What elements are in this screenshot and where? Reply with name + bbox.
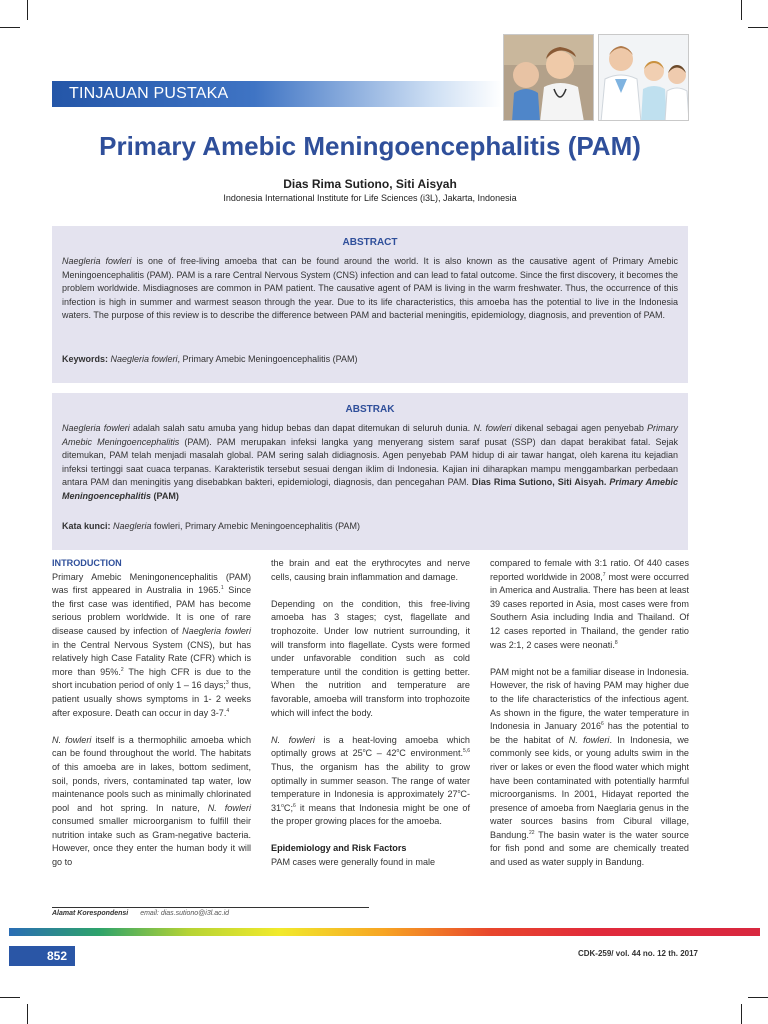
crop-mark xyxy=(0,997,20,998)
abstract-text xyxy=(62,255,678,323)
abstract-keywords-rest: , Primary Amebic Meningoencephalitis (PAM) xyxy=(177,354,358,364)
header-photo-medical-team xyxy=(598,34,689,121)
text-run: thus, patient usually shows symptoms in 1- 2 weeks after exposure. Death can occur in day 3-7. xyxy=(52,680,251,718)
text-run: The high CFR is due to the short incubation period of only 1 – 16 days; xyxy=(52,666,251,691)
abstrak-text xyxy=(62,422,678,503)
abstract-keywords-species: Naegleria fowleri xyxy=(110,354,178,364)
footnote-divider xyxy=(52,907,369,908)
species-name: N. fowleri xyxy=(568,734,610,745)
abstract-keywords xyxy=(62,354,678,364)
text-run: . In Indonesia, we commonly see kids, or young adults swim in the river or lakes or even the flood water which might have been contaminated with potentially harmful microorganisms. In 2001, Hidayat reported the presence of amoeba from Naeglaria genus in the water sources basins from Cibural village, Bandung. xyxy=(490,734,689,840)
paragraph xyxy=(490,557,689,652)
epidemiology-heading: Epidemiology and Risk Factors xyxy=(271,843,407,854)
paragraph xyxy=(490,666,689,870)
degree: o xyxy=(457,789,461,796)
correspondence-label: Alamat Korespondensi xyxy=(52,910,129,917)
abstrak-keywords-label: Kata kunci: xyxy=(62,521,114,531)
paragraph xyxy=(52,571,251,721)
crop-mark xyxy=(27,1004,28,1024)
species-name: N. fowleri xyxy=(52,734,92,745)
abstrak-keywords-species: Naegleria xyxy=(113,521,152,531)
abstract-box xyxy=(52,226,688,383)
text-run: it means that Indonesia might be one of the proper growing places for the amoeba. xyxy=(271,802,470,827)
abstract-body: is one of free-living amoeba that can be found around the world. It is also known as the causative agent of Primary Amebic Meningoencephalitis (PAM). PAM is a rare Central Nervous System (CNS) infection and can lead to fatal outcome. Since the first discovery, it becomes the problem worldwide. Misdiagnoses are common in PAM patient. The causative agent of PAM is living in the warm freshwater. Thus, the occurrence of this infection is high in summer and warmest season through the year. Due to its life characteristics, this amoeba has the potential to live in the Indonesia waters. The purpose of this review is to describe the difference between PAM and bacterial meningitis, epidemiology, diagnosis, and prevention of PAM. xyxy=(62,256,679,320)
species-name: N. fowleri xyxy=(207,802,251,813)
citation: 5,6 xyxy=(463,748,470,755)
correspondence-email: email: dias.sutiono@i3l.ac.id xyxy=(140,910,230,917)
abstrak-body-3: (PAM). PAM merupakan infeksi langka yang menyerang sistem saraf pusat (SSP) dan dapat berakibat fatal. Sejak ditemukan, PAM telah menjadi masalah global. PAM sering salah didiagnosis. Agen penyebab PAM hidup di air tawar hangat, oleh karena itu kejadian infeksi tertinggi saat cuaca terpanas. Karakteristik tersebut sesuai dengan iklim di Indonesia. Kajian ini diharapkan mampu menggambarkan perbedaan antara PAM dan meningitis yang disebabkan bakteri, epidemiologi, diagnosis, dan pencegahan PAM. xyxy=(62,436,678,487)
text-run: Primary Amebic Meningonencephalitis (PAM) was first appeared in Australia in 1965. xyxy=(52,571,251,596)
degree: o xyxy=(396,748,400,755)
decorative-color-bar xyxy=(9,928,760,936)
section-banner xyxy=(52,81,502,107)
journal-citation: CDK-259/ vol. 44 no. 12 th. 2017 xyxy=(577,949,698,958)
abstrak-citation-title: Primary Amebic Meningoencephalitis xyxy=(62,477,678,501)
abstrak-box xyxy=(52,393,688,550)
text-run: The basin water is the water source for fish pond and some are chemically treated and used as water supply in Bandung. xyxy=(490,829,689,868)
page-number: 852 xyxy=(9,946,75,966)
text-run: compared to female with 3:1 ratio. Of 440 cases reported worldwide in 2008, xyxy=(490,558,689,582)
abstrak-authors: Dias Rima Sutiono, Siti Aisyah. xyxy=(471,477,610,487)
text-run: Since the first case was identified, PAM has become serious problem worldwide. It is one of rare disease caused by infection of xyxy=(52,585,252,636)
text-run: C-31 xyxy=(271,789,470,813)
abstrak-body-2: dikenal sebagai agen penyebab xyxy=(511,423,647,433)
article-title: Primary Amebic Meningoencephalitis (PAM) xyxy=(99,131,641,161)
citation: 6 xyxy=(601,721,604,728)
degree: o xyxy=(281,802,284,809)
text-run: PAM might not be a familiar disease in Indonesia. However, the risk of having PAM may higher due to the life characteristics of the infectious agent. As shown in the figure, the water temperature in Indonesia in January 2016 xyxy=(490,666,689,732)
crop-mark xyxy=(741,1004,742,1024)
species-name: Naegleria fowleri xyxy=(182,625,251,636)
text-run: C environment. xyxy=(399,748,464,759)
paragraph xyxy=(271,734,470,829)
abstrak-species: Naegleria fowleri xyxy=(62,423,130,433)
text-run: is a heat-loving amoeba which optimally grows at 25 xyxy=(271,734,470,759)
abstrak-disease-name: Primary Amebic Meningoencephalitis xyxy=(62,423,678,447)
text-run: Thus, the organism has the ability to grow optimally in summer season. The range of water temperature in Indonesia is approximately 27 xyxy=(271,761,470,800)
citation: 3 xyxy=(225,680,229,687)
introduction-heading: INTRODUCTION xyxy=(52,558,122,568)
crop-mark xyxy=(0,27,20,28)
abstract-heading: ABSTRACT xyxy=(342,237,398,248)
abstrak-citation-pam: (PAM) xyxy=(151,490,179,501)
text-run: C; xyxy=(283,802,293,813)
crop-mark xyxy=(748,27,768,28)
citation: 6 xyxy=(293,802,296,809)
abstract-keywords-label: Keywords: xyxy=(62,354,111,364)
text-run: has the potential to be the habitat of xyxy=(490,721,689,745)
body-column-3 xyxy=(490,557,689,883)
section-label: TINJAUAN PUSTAKA xyxy=(69,85,229,102)
citation: 4 xyxy=(226,707,230,714)
text-run: in the Central Nervous System (CNS), but has relatively high Case Fatality Rate (CFR) which is more than 95%. xyxy=(52,639,251,677)
text-run: most were occurred in America and Australia. There has been at least 39 cases reported in Asia, most cases were from Southern Asia including India and Thailand. Of 12 cases reported in Thailand, the gender ratio was 2:1, 2 cases were neonati. xyxy=(490,571,689,650)
abstrak-body-1: adalah salah satu amuba yang hidup bebas dan dapat ditemukan di seluruh dunia. xyxy=(129,423,474,433)
abstrak-keywords xyxy=(62,521,678,531)
abstrak-heading: ABSTRAK xyxy=(345,404,395,415)
citation: 8 xyxy=(614,639,618,646)
body-column-2 xyxy=(271,557,470,870)
paragraph: PAM cases were generally found in male xyxy=(271,857,436,868)
species-name: N. fowleri xyxy=(271,734,315,745)
paragraph: Depending on the condition, this free-living amoeba has 3 stages; cyst, flagellate and trophozoite. Under low nutrient surrounding, it will transform into flagellate. Cysts were formed under unfavorable condition such as cold temperature until the condition is getting better. When the nutrition and temperature are favorable, amoeba will transform into trophozoite which will infect the body. xyxy=(271,598,470,718)
citation: 22 xyxy=(528,829,535,836)
crop-mark xyxy=(741,0,742,20)
citation: 2 xyxy=(120,666,124,673)
header-photo-doctor-child xyxy=(503,34,594,121)
text-run: itself is a thermophilic amoeba which can be found throughout the world. The habitats of this amoeba are in lakes, bottom sediment, soil, ponds, rivers, contaminated tap water, low maintenance pools such as minimally chlorinated pool and hot spring. In nature, xyxy=(52,734,251,813)
citation: 7 xyxy=(602,571,606,578)
article-affiliation: Indonesia International Institute for Life Sciences (i3L), Jakarta, Indonesia xyxy=(223,193,517,203)
abstrak-keywords-rest: fowleri, Primary Amebic Meningoencephalitis (PAM) xyxy=(151,521,360,531)
abstract-species: Naegleria fowleri xyxy=(62,256,132,266)
article-authors: Dias Rima Sutiono, Siti Aisyah xyxy=(283,177,457,191)
paragraph: the brain and eat the erythrocytes and nerve cells, causing brain inflammation and damage. xyxy=(271,558,470,582)
citation: 1 xyxy=(220,585,224,592)
body-column-1 xyxy=(52,557,251,883)
abstrak-species-2: N. fowleri xyxy=(473,423,512,433)
paragraph xyxy=(52,734,251,870)
text-run: C – 42 xyxy=(365,748,397,759)
crop-mark xyxy=(27,0,28,20)
text-run: consumed smaller microorganism to fulfill their nutrition intake such as Gram-negative bacteria. However, once they enter the human body it will go to xyxy=(52,816,251,868)
crop-mark xyxy=(748,997,768,998)
degree: o xyxy=(362,748,366,755)
correspondence xyxy=(52,910,229,917)
